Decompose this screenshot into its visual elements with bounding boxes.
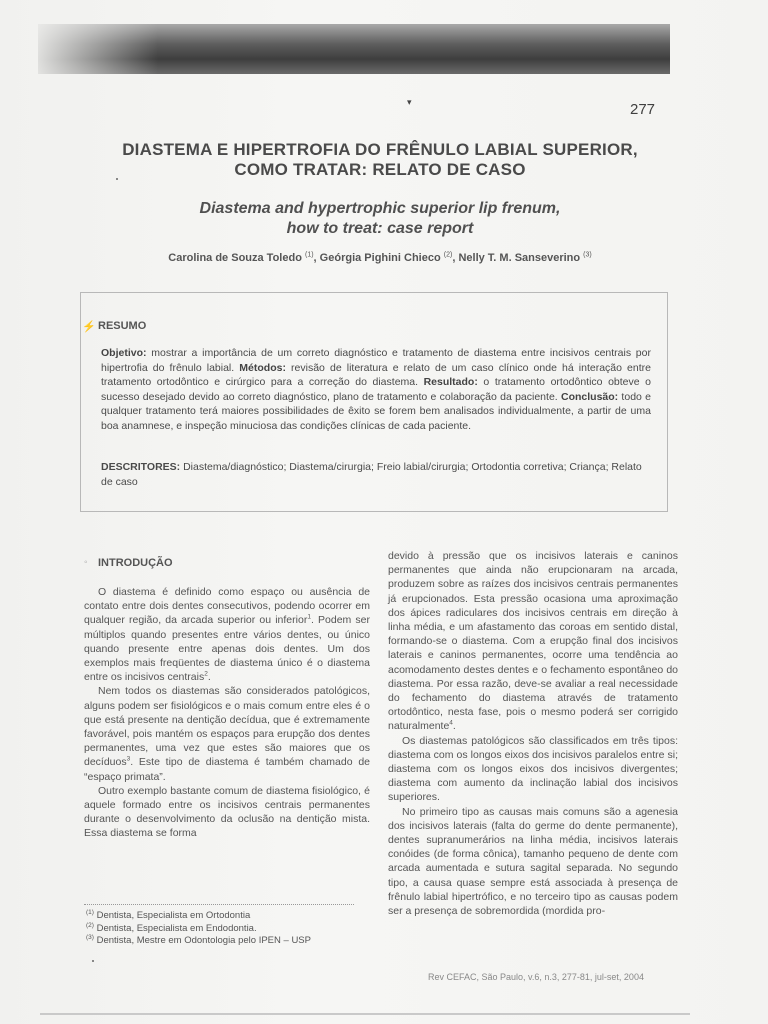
citation: 3 [126,755,131,763]
paragraph [388,549,678,734]
citation: 2 [204,670,208,678]
keywords [101,460,653,489]
footnotes [86,910,386,948]
footnote-text: Dentista, Mestre em Odontologia pelo IPEN – USP [93,935,311,946]
paragraph-text: . [207,671,211,684]
paragraph-text: O diastema é definido como espaço ou ausência de contato entre dois dentes consecutivos, podendo ocorrer em qualquer região, da arcada superior ou inferior [84,586,370,627]
bottom-rule [40,1013,690,1015]
paragraph [84,585,370,684]
paragraph-text: devido à pressão que os incisivos laterais e caninos permanentes que ainda não erupcionaram na arcada, produzem sobre as raízes dos incisivos centrais permanentes já erupcionados. Esta pressão ocasiona uma aproximação dos ápices radiculares dos incisivos centrais em direção à linha média, e um afastamento das coroas em sentido distal, formando-se o diastema. Com a erupção final dos incisivos laterais e caninos permanentes, ocorre uma tendência ao acomodamento destes dentes e o fechamento espontâneo do diastema. Por essa razão, deve-se avaliar a real necessidade do fechamento do diastema através de tratamento ortodôntico, nesta fase, pois o mesmo poderá ser corrigido naturalmente [388,550,678,733]
paragraph [84,684,370,783]
footnote-text: Dentista, Especialista em Ortodontia [93,910,251,921]
footnote-divider [84,904,354,905]
author-ref: (1) [304,251,314,259]
title-line-1: DIASTEMA E HIPERTROFIA DO FRÊNULO LABIAL SUPERIOR, [122,140,638,159]
footnote [86,935,386,948]
left-column [84,585,370,841]
paragraph-text: . [452,720,456,733]
abstract-body [101,346,651,433]
right-column [388,549,678,918]
subtitle-line-1: Diastema and hypertrophic superior lip frenum, [199,200,561,217]
abstract-heading: RESUMO [98,320,147,332]
article-title-en [60,199,700,239]
scan-bar-fade [38,24,158,74]
paragraph: Outro exemplo bastante comum de diastema fisiológico, é aquele formado entre os incisivos centrais permanentes durante o desenvolvimento da oclusão na dentição mista. Essa diastema se forma [84,784,370,840]
citation: 4 [449,719,453,727]
keywords-text: Diastema/diagnóstico; Diastema/cirurgia; Freio labial/cirurgia; Ortodontia corretiva; Criança; Relato de caso [101,461,642,488]
author-name: Geórgia Pighini Chieco [319,252,441,264]
author-ref: (2) [443,251,453,259]
paragraph: Os diastemas patológicos são classificados em três tipos: diastema com os longos eixos dos incisivos paralelos entre si; diastema com os longos eixos dos incisivos divergentes; diastema com aumento da inclinação labial dos incisivos superiores. [388,734,678,804]
footnote [86,923,386,936]
title-line-2: COMO TRATAR: RELATO DE CASO [234,160,526,179]
resultado-label: Resultado: [423,376,478,388]
bullet-icon: ⚡ [82,321,96,333]
subtitle-line-2: how to treat: case report [286,220,474,237]
footnote-ref: (3) [86,933,94,941]
scan-header-bar [38,24,670,74]
footnote-ref: (1) [86,908,94,916]
paragraph: No primeiro tipo as causas mais comuns são a agenesia dos incisivos laterais (falta do germe do dente permanente), dentes supranumerários na linha média, incisivos laterais conóides (de forma cônica), tamanho pequeno de dente com arcada aumentada e sutura sagital separada. No segundo tipo, a causa quase sempre está associada à presença de frênulo labial hipertrófico, e no terceiro tipo as causas podem ser a presença de sobremordida (mordida pro- [388,805,678,918]
paragraph-text: . Este tipo de diastema é também chamado de “espaço primata”. [84,756,370,783]
author-name: Carolina de Souza Toledo [168,252,302,264]
paragraph-text: . Podem ser múltiplos quando presentes entre vários dentes, ou único quando presente entre apenas dois dentes. Um dos exemplos mais freqüentes de diastema único é o diastema entre os incisivos centrais [84,614,371,684]
article-title-pt [60,140,700,180]
bullet-icon: ◦ [84,557,88,568]
author-name: Nelly T. M. Sanseverino [458,252,581,264]
author-ref: (3) [583,251,592,259]
objetivo-text: mostrar a importância de um correto diagnóstico e tratamento de diastema entre incisivos centrais por hipertrofia do frênulo labial. [101,347,651,374]
conclusao-label: Conclusão: [560,390,619,403]
footnote-text: Dentista, Especialista em Endodontia. [93,922,257,934]
journal-citation: Rev CEFAC, São Paulo, v.6, n.3, 277-81, jul-set, 2004 [428,972,644,982]
citation: 1 [307,613,311,621]
resultado-text: o tratamento ortodôntico obteve o sucesso desejado devido ao correto diagnóstico, plano de tratamento e colaboração da paciente. [101,376,651,403]
objetivo-label: Objetivo: [101,347,147,359]
keywords-label: DESCRITORES: [101,461,181,473]
footnote-ref: (2) [86,921,94,929]
intro-heading: INTRODUÇÃO [98,557,173,569]
scan-speck [92,960,94,962]
author-list: Carolina de Souza Toledo $^{(1)}$, Geórgia Pighini Chieco $^{(2)}$, Nelly T. M. Sanseverino $^{(3)}$ [168,251,592,264]
page-number: 277 [630,101,656,118]
paragraph-text: Nem todos os diastemas são considerados patológicos, alguns podem ser fisiológicos e o mais comum entre eles é o que está presente na dentição decídua, que é extremamente favorável, pois mantém os espaços para erupção dos dentes permanentes, uma vez que estes são maiores que os decíduos [84,685,370,769]
metodos-label: Métodos: [239,361,286,374]
scan-mark: ▾ [407,97,412,107]
footnote [86,910,386,923]
metodos-text: revisão de literatura e relato de um caso clínico onde há interação entre tratamento ortodôntico e cirúrgico para a correção do diastema. [101,361,651,388]
conclusao-text: todo e qualquer tratamento terá maiores possibilidades de êxito se forem bem analisados individualmente, a partir de uma boa anamnese, e inspeção minuciosa das condições clínicas de cada paciente. [101,390,651,432]
scan-speck [116,178,118,180]
